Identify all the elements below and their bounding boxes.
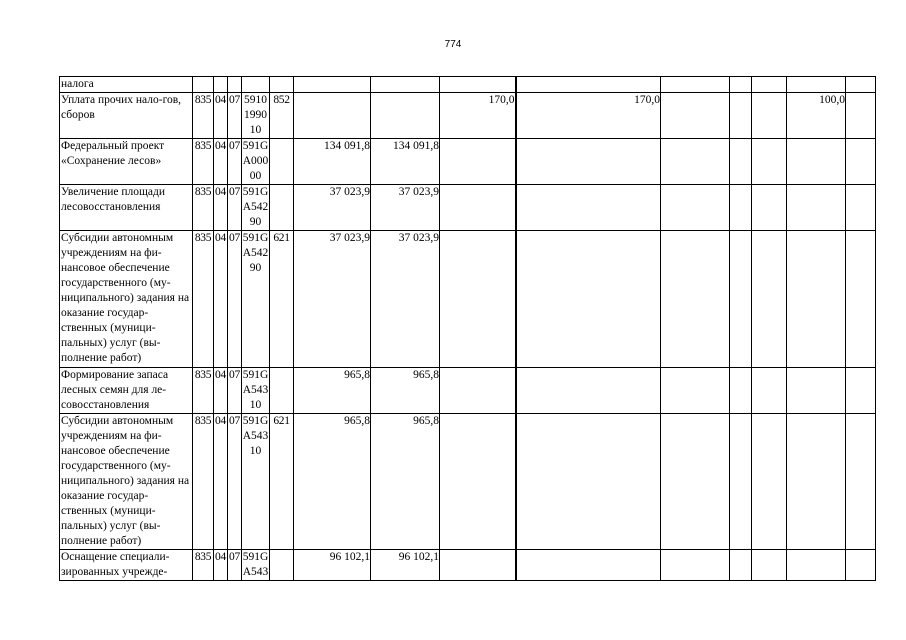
empty-cell — [730, 231, 752, 368]
ved-code: 835 — [193, 414, 214, 550]
amount-3 — [440, 77, 516, 93]
amount-4 — [516, 185, 661, 231]
amount-6 — [787, 185, 846, 231]
csr-code: 591G A543 10 — [242, 368, 270, 414]
empty-cell — [661, 414, 730, 550]
ved-code — [193, 77, 214, 93]
rz-code: 04 — [214, 185, 228, 231]
vr-code — [270, 185, 294, 231]
empty-cell — [752, 139, 787, 185]
amount-2: 965,8 — [371, 368, 440, 414]
vr-code — [270, 368, 294, 414]
empty-cell — [752, 93, 787, 139]
pr-code: 07 — [228, 231, 242, 368]
ved-code: 835 — [193, 139, 214, 185]
table-row — [60, 185, 876, 231]
empty-cell — [661, 77, 730, 93]
amount-4 — [516, 139, 661, 185]
csr-code: 591G A000 00 — [242, 139, 270, 185]
amount-6 — [787, 414, 846, 550]
amount-1 — [294, 93, 371, 139]
amount-2: 134 091,8 — [371, 139, 440, 185]
row-name: Оснащение специали-зированных учрежде- — [60, 550, 193, 581]
amount-2: 965,8 — [371, 414, 440, 550]
ved-code: 835 — [193, 93, 214, 139]
pr-code: 07 — [228, 550, 242, 581]
amount-6 — [787, 77, 846, 93]
csr-code: 591G A543 — [242, 550, 270, 581]
pr-code: 07 — [228, 414, 242, 550]
amount-2 — [371, 93, 440, 139]
csr-code: 591G A543 10 — [242, 414, 270, 550]
row-name: Формирование запаса лесных семян для ле-совосстановления — [60, 368, 193, 414]
row-name: Субсидии автономным учреждениям на фи-нансовое обеспечение государственного (му-ниципального) задания на оказание государ-ственных (муници-пальных) услуг (вы-полнение работ) — [60, 414, 193, 550]
amount-1 — [294, 77, 371, 93]
rz-code: 04 — [214, 414, 228, 550]
rz-code: 04 — [214, 139, 228, 185]
amount-4 — [516, 550, 661, 581]
amount-4 — [516, 414, 661, 550]
amount-1: 96 102,1 — [294, 550, 371, 581]
rz-code: 04 — [214, 93, 228, 139]
empty-cell — [730, 550, 752, 581]
amount-6: 100,0 — [787, 93, 846, 139]
empty-cell — [661, 139, 730, 185]
empty-cell — [846, 139, 876, 185]
empty-cell — [661, 93, 730, 139]
row-name: Увеличение площади лесовосстановления — [60, 185, 193, 231]
empty-cell — [846, 77, 876, 93]
empty-cell — [661, 185, 730, 231]
rz-code: 04 — [214, 231, 228, 368]
amount-1: 37 023,9 — [294, 185, 371, 231]
ved-code: 835 — [193, 550, 214, 581]
empty-cell — [846, 550, 876, 581]
empty-cell — [846, 368, 876, 414]
vr-code: 621 — [270, 414, 294, 550]
amount-3 — [440, 139, 516, 185]
ved-code: 835 — [193, 231, 214, 368]
vr-code — [270, 550, 294, 581]
rz-code — [214, 77, 228, 93]
amount-1: 37 023,9 — [294, 231, 371, 368]
pr-code: 07 — [228, 139, 242, 185]
empty-cell — [730, 139, 752, 185]
vr-code: 852 — [270, 93, 294, 139]
empty-cell — [752, 414, 787, 550]
csr-code: 591G A542 90 — [242, 185, 270, 231]
empty-cell — [661, 231, 730, 368]
amount-4 — [516, 231, 661, 368]
amount-6 — [787, 231, 846, 368]
vr-code — [270, 139, 294, 185]
empty-cell — [846, 93, 876, 139]
amount-1: 965,8 — [294, 368, 371, 414]
amount-3 — [440, 185, 516, 231]
amount-6 — [787, 368, 846, 414]
rz-code: 04 — [214, 368, 228, 414]
empty-cell — [846, 185, 876, 231]
amount-1: 134 091,8 — [294, 139, 371, 185]
csr-code: 5910 1990 10 — [242, 93, 270, 139]
table-row — [60, 414, 876, 550]
empty-cell — [846, 414, 876, 550]
vr-code: 621 — [270, 231, 294, 368]
amount-3: 170,0 — [440, 93, 516, 139]
vr-code — [270, 77, 294, 93]
empty-cell — [752, 185, 787, 231]
empty-cell — [661, 368, 730, 414]
row-name: Федеральный проект «Сохранение лесов» — [60, 139, 193, 185]
amount-6 — [787, 550, 846, 581]
empty-cell — [730, 185, 752, 231]
pr-code: 07 — [228, 185, 242, 231]
amount-2: 96 102,1 — [371, 550, 440, 581]
amount-1: 965,8 — [294, 414, 371, 550]
csr-code: 591G A542 90 — [242, 231, 270, 368]
table-row — [60, 93, 876, 139]
empty-cell — [730, 77, 752, 93]
row-name: Субсидии автономным учреждениям на фи-нансовое обеспечение государственного (му-ниципального) задания на оказание государ-ственных (муници-пальных) услуг (вы-полнение работ) — [60, 231, 193, 368]
pr-code: 07 — [228, 368, 242, 414]
amount-2: 37 023,9 — [371, 231, 440, 368]
empty-cell — [752, 368, 787, 414]
row-name: Уплата прочих нало-гов, сборов — [60, 93, 193, 139]
table-row — [60, 231, 876, 368]
page-number: 774 — [444, 39, 462, 50]
amount-2 — [371, 77, 440, 93]
table-row — [60, 77, 876, 93]
empty-cell — [730, 93, 752, 139]
amount-4: 170,0 — [516, 93, 661, 139]
amount-3 — [440, 368, 516, 414]
empty-cell — [661, 550, 730, 581]
ved-code: 835 — [193, 368, 214, 414]
amount-4 — [516, 77, 661, 93]
pr-code: 07 — [228, 93, 242, 139]
amount-3 — [440, 550, 516, 581]
empty-cell — [846, 231, 876, 368]
pr-code — [228, 77, 242, 93]
row-name: налога — [60, 77, 193, 93]
rz-code: 04 — [214, 550, 228, 581]
ved-code: 835 — [193, 185, 214, 231]
empty-cell — [752, 77, 787, 93]
amount-3 — [440, 414, 516, 550]
csr-code — [242, 77, 270, 93]
amount-4 — [516, 368, 661, 414]
amount-6 — [787, 139, 846, 185]
table-row — [60, 139, 876, 185]
table-row — [60, 368, 876, 414]
empty-cell — [730, 414, 752, 550]
empty-cell — [752, 231, 787, 368]
table-row — [60, 550, 876, 581]
amount-2: 37 023,9 — [371, 185, 440, 231]
empty-cell — [730, 368, 752, 414]
amount-3 — [440, 231, 516, 368]
empty-cell — [752, 550, 787, 581]
budget-table — [59, 76, 876, 581]
